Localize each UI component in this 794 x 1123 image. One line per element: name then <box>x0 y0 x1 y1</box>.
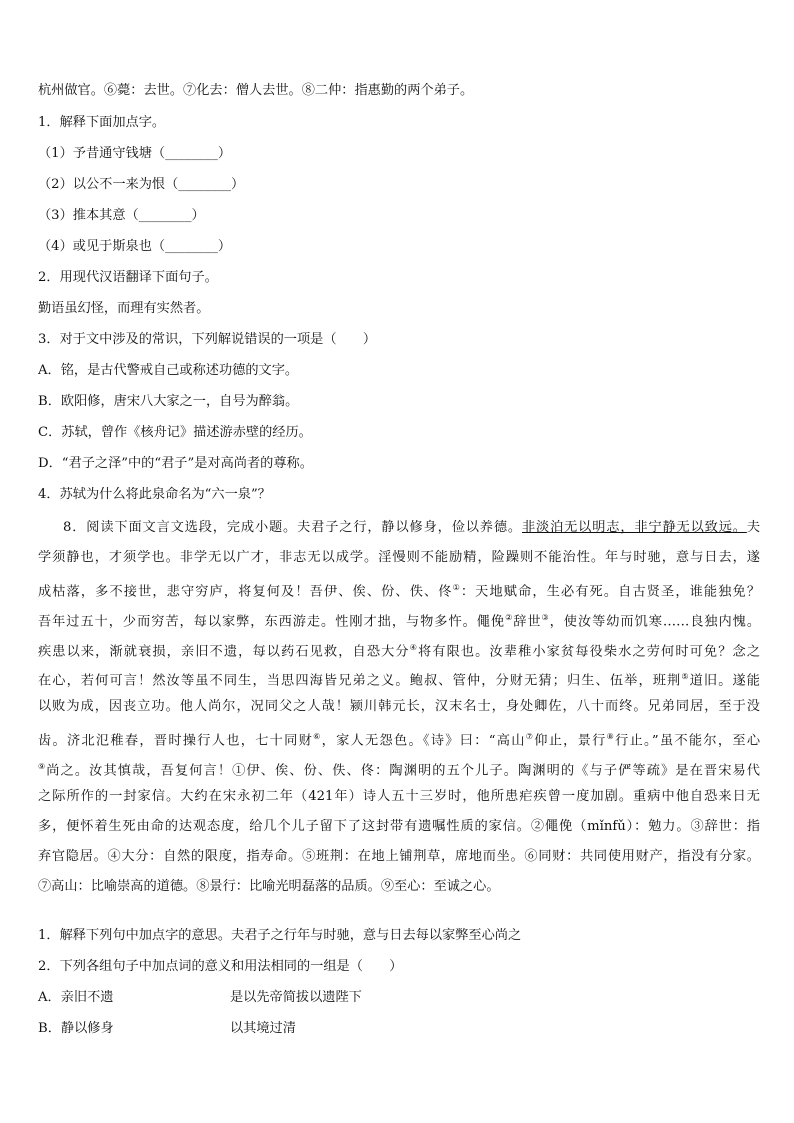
q1-item: （3）推本其意（________） <box>38 208 205 223</box>
passage-line: ⑦高山：比喻崇高的道德。⑧景行：比喻光明磊落的品质。⑨至心：至诚之心。 <box>38 878 500 894</box>
footnote-mark: ② <box>505 612 514 622</box>
q1-item: （4）或见于斯泉也（________） <box>38 239 232 254</box>
q3-option-c: C．苏轼，曾作《核舟记》描述游赤壁的经历。 <box>38 425 312 440</box>
q3-title: 3．对于文中涉及的常识，下列解说错误的一项是（ ） <box>38 332 377 347</box>
passage-line: 之际所作的一封家信。大约在宋永初二年（421年）诗人五十三岁时，他所患疟疾曾一度加剧。重病中他自恐来日无 <box>38 789 760 805</box>
underlined-sentence: 非淡泊无以明志，非宁静无以致远。 <box>521 520 747 535</box>
sub2-option-a <box>38 989 362 1007</box>
passage-line: 吾年过五十，少而穷苦，每以家弊，东西游走。性刚才拙，与物多忤。僶俛②辞世③，使汝等幼而饥寒……良独内愧。 <box>38 612 760 630</box>
passage-line: 齿。济北氾稚春，晋时操行人也，七十同财⑥，家人无怨色。《诗》曰：“高山⑦仰止，景行⑧行止。”虽不能尔，至心 <box>38 732 760 749</box>
footnote-mark: ① <box>452 582 461 592</box>
option-text: 是以先帝简拔以遗陛下 <box>230 990 362 1005</box>
q1-item: （1）予昔通守钱塘（________） <box>38 146 232 161</box>
sub-question-2-title: 2．下列各组句子中加点词的意义和用法相同的一组是（ ） <box>38 959 403 974</box>
passage-line: ⑨尚之。汝其慎哉，吾复何言！①伊、俟、份、佚、佟：陶渊明的五个儿子。陶渊明的《与子俨等疏》是在晋宋易代 <box>38 762 760 779</box>
passage-line: 学须静也，才须学也。非学无以广才，非志无以成学。淫慢则不能励精，险躁则不能治性。年与时驰，意与日去，遂 <box>38 549 760 565</box>
passage-line: 在心，若何可言！然汝等虽不同生，当思四海皆兄弟之义。鲍叔、管仲，分财无猜；归生、伍举，班荆⑤道旧。遂能 <box>38 672 760 689</box>
passage-line: 8．阅读下面文言文选段，完成小题。夫君子之行，静以修身，俭以养德。非淡泊无以明志，非宁静无以致远。夫 <box>63 520 760 535</box>
passage-line: 成枯落，多不接世，悲守穷庐，将复何及！吾伊、俟、份、佚、佟①：天地赋命，生必有死。自古贤圣，谁能独免？ <box>38 582 760 600</box>
q3-option-a: A．铭，是古代警戒自己或称述功德的文字。 <box>38 363 299 378</box>
q1-title: 1．解释下面加点字。 <box>38 115 166 130</box>
footnote-mark: ③ <box>541 612 550 622</box>
passage-line: 弃官隐居。④大分：自然的限度，指寿命。⑤班荆：在地上铺荆草，席地而坐。⑥同财：共同使用财产，指没有分家。 <box>38 848 760 864</box>
q1-item: （2）以公不一来为恨（________） <box>38 177 245 192</box>
q3-option-b: B．欧阳修，唐宋八大家之一，自号为醉翁。 <box>38 394 299 409</box>
footnote-mark: ⑥ <box>313 732 322 742</box>
q2-sentence: 勤语虽幻怪，而理有实然者。 <box>38 301 210 316</box>
footnote-mark: ⑧ <box>606 732 616 742</box>
q2-title: 2．用现代汉语翻译下面句子。 <box>38 270 218 285</box>
option-label: B．静以修身 <box>38 1021 114 1036</box>
option-label: A．亲旧不遗 <box>38 990 114 1005</box>
intro-line: 杭州做官。⑥薨：去世。⑦化去：僧人去世。⑧二仲：指惠勤的两个弟子。 <box>38 83 474 98</box>
passage-line: 疾患以来，渐就衰损，亲旧不遗，每以药石见救，自恐大分④将有限也。汝辈稚小家贫每役柴水之劳何时可免？念之 <box>38 642 760 659</box>
option-text: 以其境过清 <box>230 1021 296 1036</box>
sub2-option-b <box>38 1020 296 1038</box>
passage <box>38 513 760 902</box>
q4-title: 4．苏轼为什么将此泉命名为“六一泉”？ <box>38 487 271 502</box>
q3-option-d: D．“君子之泽”中的“君子”是对高尚者的尊称。 <box>38 456 313 471</box>
footnote-mark: ⑦ <box>525 732 535 742</box>
footnote-mark: ④ <box>409 642 418 652</box>
footnote-mark: ⑨ <box>38 762 47 772</box>
footnote-mark: ⑤ <box>681 672 690 682</box>
passage-line: 多，便怀着生死由命的达观态度，给几个儿子留下了这封带有遗嘱性质的家信。②僶俛（mǐnfǔ）：勉力。③辞世：指 <box>38 818 760 834</box>
sub-question-1: 1．解释下列句中加点字的意思。夫君子之行年与时驰，意与日去每以家弊至心尚之 <box>38 928 522 943</box>
passage-line: 以败为成，因丧立功。他人尚尔，况同父之人哉！颍川韩元长，汉末名士，身处卿佐，八十而终。兄弟同居，至于没 <box>38 699 760 715</box>
